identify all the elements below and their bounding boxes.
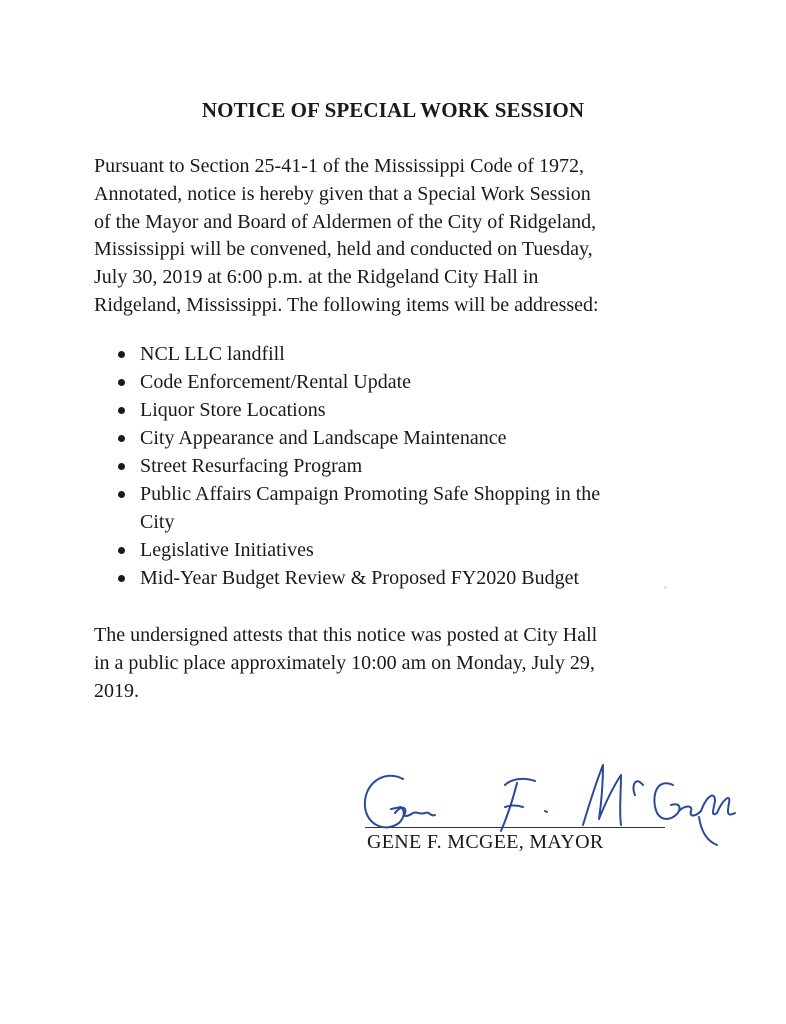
- agenda-item: Mid-Year Budget Review & Proposed FY2020 Budget: [116, 564, 600, 592]
- intro-paragraph: [94, 153, 694, 320]
- notice-title: NOTICE OF SPECIAL WORK SESSION: [201, 98, 585, 122]
- signature-block: [355, 755, 755, 865]
- signatory-name: GENE F. MCGEE, MAYOR: [367, 831, 604, 853]
- agenda-item-continuation: City: [140, 511, 175, 533]
- intro-line: Ridgeland, Mississippi. The following items will be addressed:: [94, 293, 599, 316]
- agenda-item: Legislative Initiatives: [116, 536, 600, 564]
- agenda-list: [116, 340, 600, 592]
- intro-line: Annotated, notice is hereby given that a Special Work Session: [94, 182, 591, 205]
- closing-line: 2019.: [94, 679, 139, 702]
- agenda-item: NCL LLC landfill: [116, 340, 600, 368]
- agenda-item: Public Affairs Campaign Promoting Safe Shopping in the: [116, 480, 600, 508]
- agenda-item: City Appearance and Landscape Maintenance: [116, 424, 600, 452]
- intro-line: Pursuant to Section 25-41-1 of the Mississippi Code of 1972,: [94, 155, 584, 177]
- agenda-item: Liquor Store Locations: [116, 396, 600, 424]
- intro-line: Mississippi will be convened, held and conducted on Tuesday,: [94, 238, 593, 261]
- closing-line: The undersigned attests that this notice was posted at City Hall: [94, 624, 598, 646]
- handwritten-signature: [355, 755, 755, 865]
- intro-line: of the Mayor and Board of Aldermen of the City of Ridgeland,: [94, 210, 597, 233]
- agenda-item: Street Resurfacing Program: [116, 452, 600, 480]
- paper-speck: [664, 586, 667, 589]
- intro-line: July 30, 2019 at 6:00 p.m. at the Ridgeland City Hall in: [94, 266, 539, 289]
- agenda-item: Code Enforcement/Rental Update: [116, 368, 600, 396]
- closing-paragraph: [94, 622, 694, 705]
- closing-line: in a public place approximately 10:00 am on Monday, July 29,: [94, 651, 595, 674]
